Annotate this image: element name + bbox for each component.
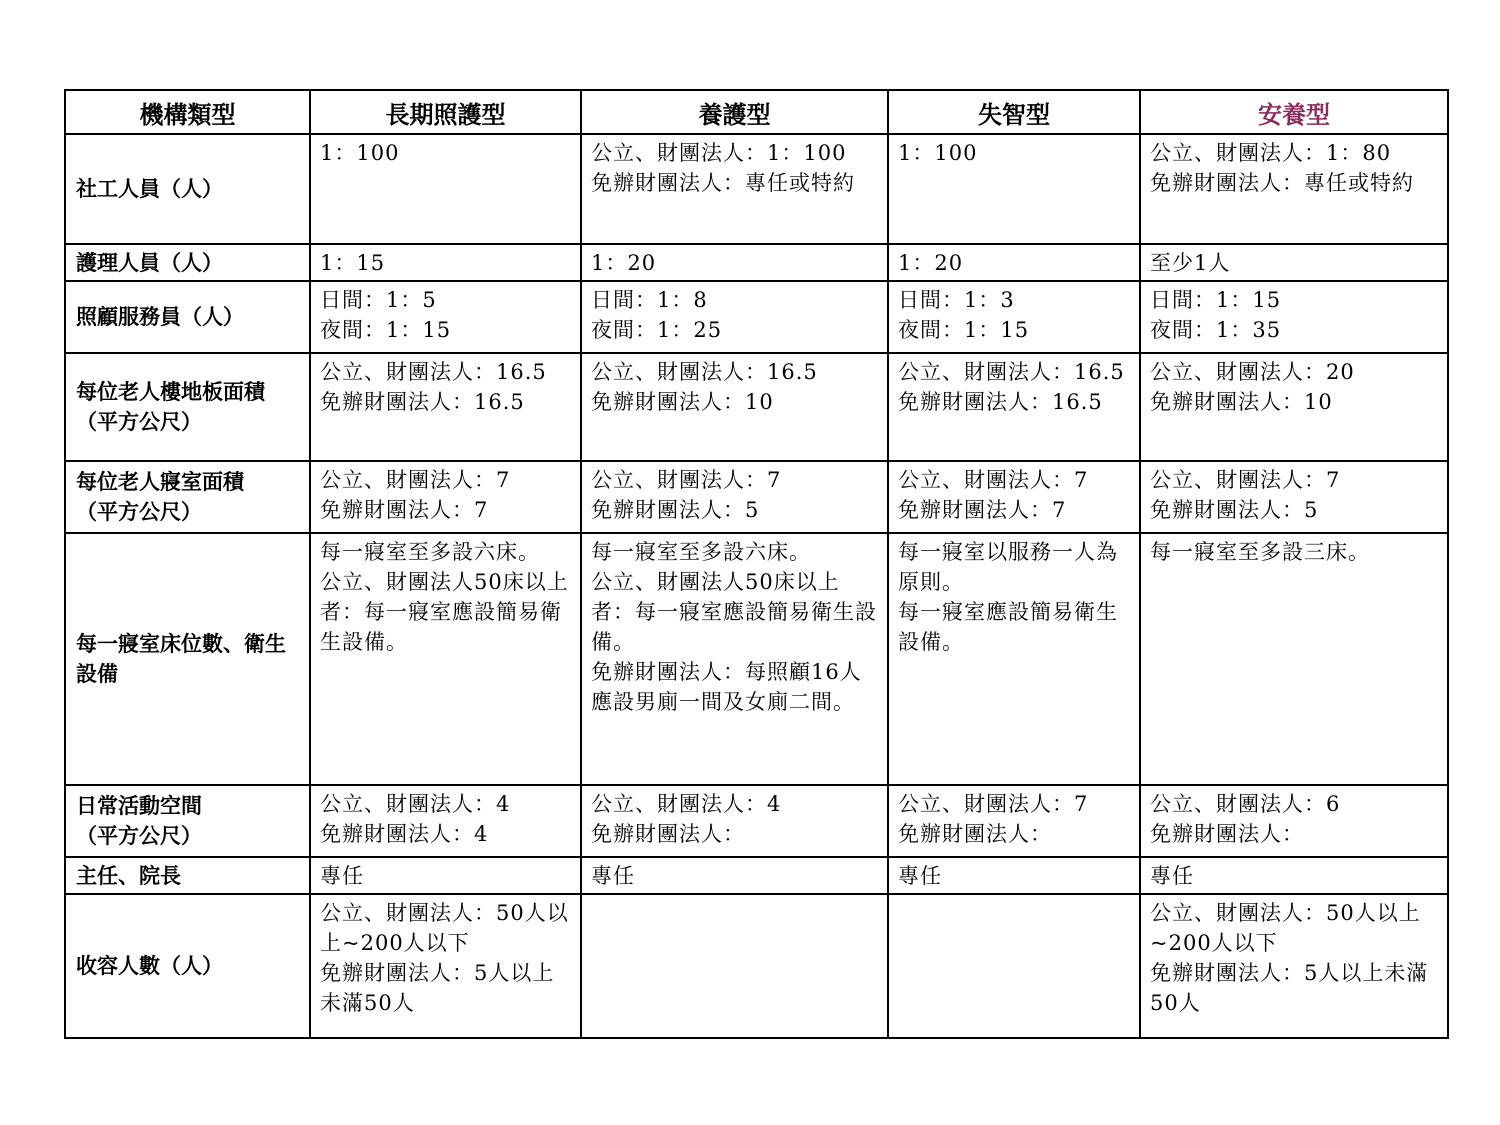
table-row bbox=[65, 894, 1448, 1038]
table-cell: 公立、財團法人：20 免辦財團法人：10 bbox=[1140, 353, 1448, 461]
row-label: 社工人員（人） bbox=[65, 134, 310, 244]
table-cell: 1：100 bbox=[310, 134, 581, 244]
table-row bbox=[65, 281, 1448, 353]
table-row bbox=[65, 134, 1448, 244]
header-dementia: 失智型 bbox=[888, 90, 1140, 134]
table-cell: 1：20 bbox=[581, 244, 888, 281]
table-cell: 公立、財團法人：7 免辦財團法人：5 bbox=[1140, 461, 1448, 533]
table-cell: 公立、財團法人：4 免辦財團法人：4 bbox=[310, 785, 581, 857]
row-label: 收容人數（人） bbox=[65, 894, 310, 1038]
page bbox=[64, 89, 1447, 1039]
table-row bbox=[65, 857, 1448, 894]
table-cell: 公立、財團法人：7 免辦財團法人： bbox=[888, 785, 1140, 857]
table-cell: 專任 bbox=[581, 857, 888, 894]
table-cell: 公立、財團法人：50人以上~200人以下 免辦財團法人：5人以上未滿50人 bbox=[1140, 894, 1448, 1038]
facility-standards-table bbox=[64, 89, 1449, 1039]
table-cell: 1：100 bbox=[888, 134, 1140, 244]
row-label: 主任、院長 bbox=[65, 857, 310, 894]
row-label: 日常活動空間 （平方公尺） bbox=[65, 785, 310, 857]
table-cell: 專任 bbox=[1140, 857, 1448, 894]
table-cell: 日間：1：15 夜間：1：35 bbox=[1140, 281, 1448, 353]
table-cell: 至少1人 bbox=[1140, 244, 1448, 281]
row-label: 照顧服務員（人） bbox=[65, 281, 310, 353]
table-cell: 公立、財團法人：16.5 免辦財團法人：16.5 bbox=[310, 353, 581, 461]
table-cell: 專任 bbox=[310, 857, 581, 894]
table-cell: 公立、財團法人：1：100 免辦財團法人：專任或特約 bbox=[581, 134, 888, 244]
row-label: 護理人員（人） bbox=[65, 244, 310, 281]
table-cell: 1：15 bbox=[310, 244, 581, 281]
header-senior-residence: 安養型 bbox=[1140, 90, 1448, 134]
table-cell: 每一寢室至多設六床。 公立、財團法人50床以上者：每一寢室應設簡易衛生設備。 免辦財團法人：每照顧16人應設男廁一間及女廁二間。 bbox=[581, 533, 888, 785]
table-cell: 公立、財團法人：4 免辦財團法人： bbox=[581, 785, 888, 857]
row-label: 每位老人樓地板面積 （平方公尺） bbox=[65, 353, 310, 461]
table-cell: 每一寢室至多設六床。 公立、財團法人50床以上者：每一寢室應設簡易衛生設備。 bbox=[310, 533, 581, 785]
header-long-term-care: 長期照護型 bbox=[310, 90, 581, 134]
table-row bbox=[65, 353, 1448, 461]
table-cell: 公立、財團法人：1：80 免辦財團法人：專任或特約 bbox=[1140, 134, 1448, 244]
table-cell: 每一寢室至多設三床。 bbox=[1140, 533, 1448, 785]
table-cell: 公立、財團法人：7 免辦財團法人：7 bbox=[888, 461, 1140, 533]
row-label: 每一寢室床位數、衛生設備 bbox=[65, 533, 310, 785]
table-cell: 日間：1：5 夜間：1：15 bbox=[310, 281, 581, 353]
table-cell: 專任 bbox=[888, 857, 1140, 894]
table-cell: 公立、財團法人：7 免辦財團法人：5 bbox=[581, 461, 888, 533]
table-cell: 每一寢室以服務一人為原則。 每一寢室應設簡易衛生設備。 bbox=[888, 533, 1140, 785]
table-cell bbox=[581, 894, 888, 1038]
table-row bbox=[65, 461, 1448, 533]
table-cell: 公立、財團法人：7 免辦財團法人：7 bbox=[310, 461, 581, 533]
header-nursing-care: 養護型 bbox=[581, 90, 888, 134]
table-cell: 日間：1：3 夜間：1：15 bbox=[888, 281, 1140, 353]
table-cell: 公立、財團法人：16.5 免辦財團法人：10 bbox=[581, 353, 888, 461]
table-cell: 公立、財團法人：50人以上~200人以下 免辦財團法人：5人以上未滿50人 bbox=[310, 894, 581, 1038]
table-cell: 公立、財團法人：16.5 免辦財團法人：16.5 bbox=[888, 353, 1140, 461]
table-row bbox=[65, 785, 1448, 857]
header-institution-type: 機構類型 bbox=[65, 90, 310, 134]
table-cell: 公立、財團法人：6 免辦財團法人： bbox=[1140, 785, 1448, 857]
table-cell: 1：20 bbox=[888, 244, 1140, 281]
table-row bbox=[65, 244, 1448, 281]
header-row bbox=[65, 90, 1448, 134]
row-label: 每位老人寢室面積 （平方公尺） bbox=[65, 461, 310, 533]
table-row bbox=[65, 533, 1448, 785]
table-cell bbox=[888, 894, 1140, 1038]
table-cell: 日間：1：8 夜間：1：25 bbox=[581, 281, 888, 353]
